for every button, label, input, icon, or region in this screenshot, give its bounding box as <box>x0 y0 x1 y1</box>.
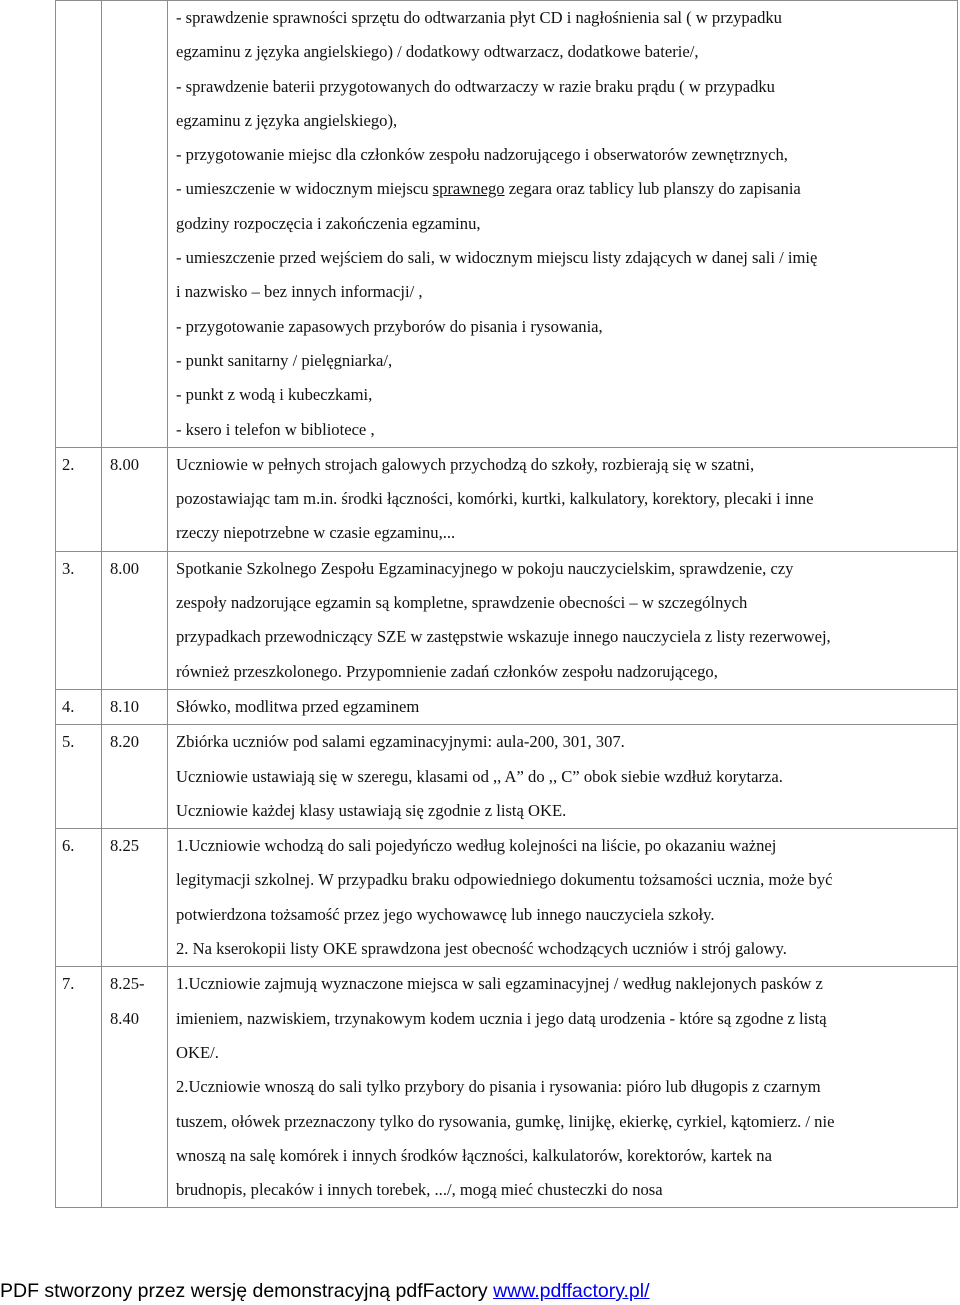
text-line <box>176 172 957 206</box>
text-line: zespoły nadzorujące egzamin są kompletne, sprawdzenie obecności – w szczególnych <box>176 593 748 613</box>
row-number: 2. <box>56 447 102 551</box>
text-line: 1.Uczniowie wchodzą do sali pojedyńczo według kolejności na liście, po okazaniu ważnej <box>176 836 777 856</box>
text-line: i nazwisko – bez innych informacji/ , <box>176 282 423 302</box>
time-line: 8.00 <box>110 454 140 474</box>
text-line: godziny rozpoczęcia i zakończenia egzaminu, <box>176 213 481 233</box>
text-line: Spotkanie Szkolnego Zespołu Egzaminacyjnego w pokoju nauczycielskim, sprawdzenie, czy <box>176 558 794 578</box>
text-line: brudnopis, plecaków i innych torebek, .../, mogą mieć chusteczki do nosa <box>176 1180 663 1200</box>
row-time <box>102 689 168 724</box>
text-line: imieniem, nazwiskiem, trzynakowym kodem ucznia i jego datą urodzenia - które są zgodne z listą <box>176 1008 827 1028</box>
text-line: Słówko, modlitwa przed egzaminem <box>176 696 420 716</box>
row-content <box>168 1 958 448</box>
underlined-word: sprawnego <box>432 179 505 199</box>
schedule-row <box>56 725 958 829</box>
text-line: OKE/. <box>176 1042 219 1062</box>
row-time <box>102 829 168 967</box>
time-line: 8.25- <box>110 974 145 994</box>
text-line: - punkt sanitarny / pielęgniarka/, <box>176 350 393 370</box>
row-time <box>102 967 168 1208</box>
schedule-body <box>56 1 958 1208</box>
time-line: 8.00 <box>110 558 140 578</box>
schedule-row <box>56 1 958 448</box>
time-line: 8.20 <box>110 732 140 752</box>
row-number: 6. <box>56 829 102 967</box>
row-content <box>168 725 958 829</box>
schedule-table <box>55 0 958 1208</box>
schedule-row <box>56 551 958 689</box>
time-line: 8.10 <box>110 696 140 716</box>
text-line: 2.Uczniowie wnoszą do sali tylko przybory do pisania i rysowania: pióro lub długopis z czarnym <box>176 1077 821 1097</box>
text-line: - przygotowanie zapasowych przyborów do pisania i rysowania, <box>176 316 603 336</box>
row-content <box>168 689 958 724</box>
schedule-row <box>56 829 958 967</box>
text-segment: - umieszczenie w widocznym miejscu <box>176 179 433 199</box>
text-line: Zbiórka uczniów pod salami egzaminacyjnymi: aula-200, 301, 307. <box>176 732 625 752</box>
row-time <box>102 1 168 448</box>
time-line: 8.25 <box>110 836 140 856</box>
text-line: 2. Na kserokopii listy OKE sprawdzona jest obecność wchodzących uczniów i strój galowy. <box>176 939 787 959</box>
text-line: egzaminu z języka angielskiego), <box>176 110 398 130</box>
text-line: Uczniowie ustawiają się w szeregu, klasami od ,, A” do ,, C” obok siebie wzdłuż korytarza. <box>176 766 783 786</box>
row-number <box>56 1 102 448</box>
text-line: tuszem, ołówek przeznaczony tylko do rysowania, gumkę, linijkę, ekierkę, cyrkiel, kątomierz. / nie <box>176 1111 835 1131</box>
schedule-row <box>56 689 958 724</box>
text-line: - umieszczenie przed wejściem do sali, w widocznym miejscu listy zdających w danej sali / imię <box>176 248 818 268</box>
text-line: wnoszą na salę komórek i innych środków łączności, kalkulatorów, korektorów, kartek na <box>176 1145 772 1165</box>
text-line: Uczniowie każdej klasy ustawiają się zgodnie z listą OKE. <box>176 800 567 820</box>
footer-link[interactable]: www.pdffactory.pl/ <box>493 1280 650 1302</box>
text-line: przypadkach przewodniczący SZE w zastępstwie wskazuje innego nauczyciela z listy rezerwowej, <box>176 627 831 647</box>
text-line: również przeszkolonego. Przypomnienie zadań członków zespołu nadzorującego, <box>176 661 718 681</box>
text-line: - ksero i telefon w bibliotece , <box>176 419 375 439</box>
text-line: - sprawdzenie baterii przygotowanych do odtwarzaczy w razie braku prądu ( w przypadku <box>176 76 775 96</box>
text-line: - przygotowanie miejsc dla członków zespołu nadzorującego i obserwatorów zewnętrznych, <box>176 145 788 165</box>
row-time <box>102 551 168 689</box>
text-line: legitymacji szkolnej. W przypadku braku odpowiedniego dokumentu tożsamości ucznia, może być <box>176 870 833 890</box>
schedule-row <box>56 967 958 1208</box>
time-line: 8.40 <box>110 1008 140 1028</box>
row-content <box>168 967 958 1208</box>
footer-text: PDF stworzony przez wersję demonstracyjną pdfFactory <box>0 1280 494 1302</box>
text-segment: zegara oraz tablicy lub planszy do zapisania <box>504 179 801 199</box>
row-number: 5. <box>56 725 102 829</box>
row-time <box>102 447 168 551</box>
text-line: Uczniowie w pełnych strojach galowych przychodzą do szkoły, rozbierają się w szatni, <box>176 454 755 474</box>
text-line: egzaminu z języka angielskiego) / dodatkowy odtwarzacz, dodatkowe baterie/, <box>176 42 699 62</box>
text-line: potwierdzona tożsamość przez jego wychowawcę lub innego nauczyciela szkoły. <box>176 904 715 924</box>
text-line: - sprawdzenie sprawności sprzętu do odtwarzania płyt CD i nagłośnienia sal ( w przypadku <box>176 8 782 27</box>
row-number: 4. <box>56 689 102 724</box>
schedule-row <box>56 447 958 551</box>
text-line: rzeczy niepotrzebne w czasie egzaminu,... <box>176 523 456 543</box>
text-line: pozostawiając tam m.in. środki łączności, komórki, kurtki, kalkulatory, korektory, plecaki i inne <box>176 489 814 509</box>
text-line: - punkt z wodą i kubeczkami, <box>176 385 373 405</box>
pdf-footer <box>0 1278 960 1304</box>
row-content <box>168 551 958 689</box>
row-content <box>168 829 958 967</box>
row-number: 3. <box>56 551 102 689</box>
row-number: 7. <box>56 967 102 1208</box>
row-time <box>102 725 168 829</box>
row-content <box>168 447 958 551</box>
text-line: 1.Uczniowie zajmują wyznaczone miejsca w sali egzaminacyjnej / według naklejonych pasków z <box>176 974 823 994</box>
